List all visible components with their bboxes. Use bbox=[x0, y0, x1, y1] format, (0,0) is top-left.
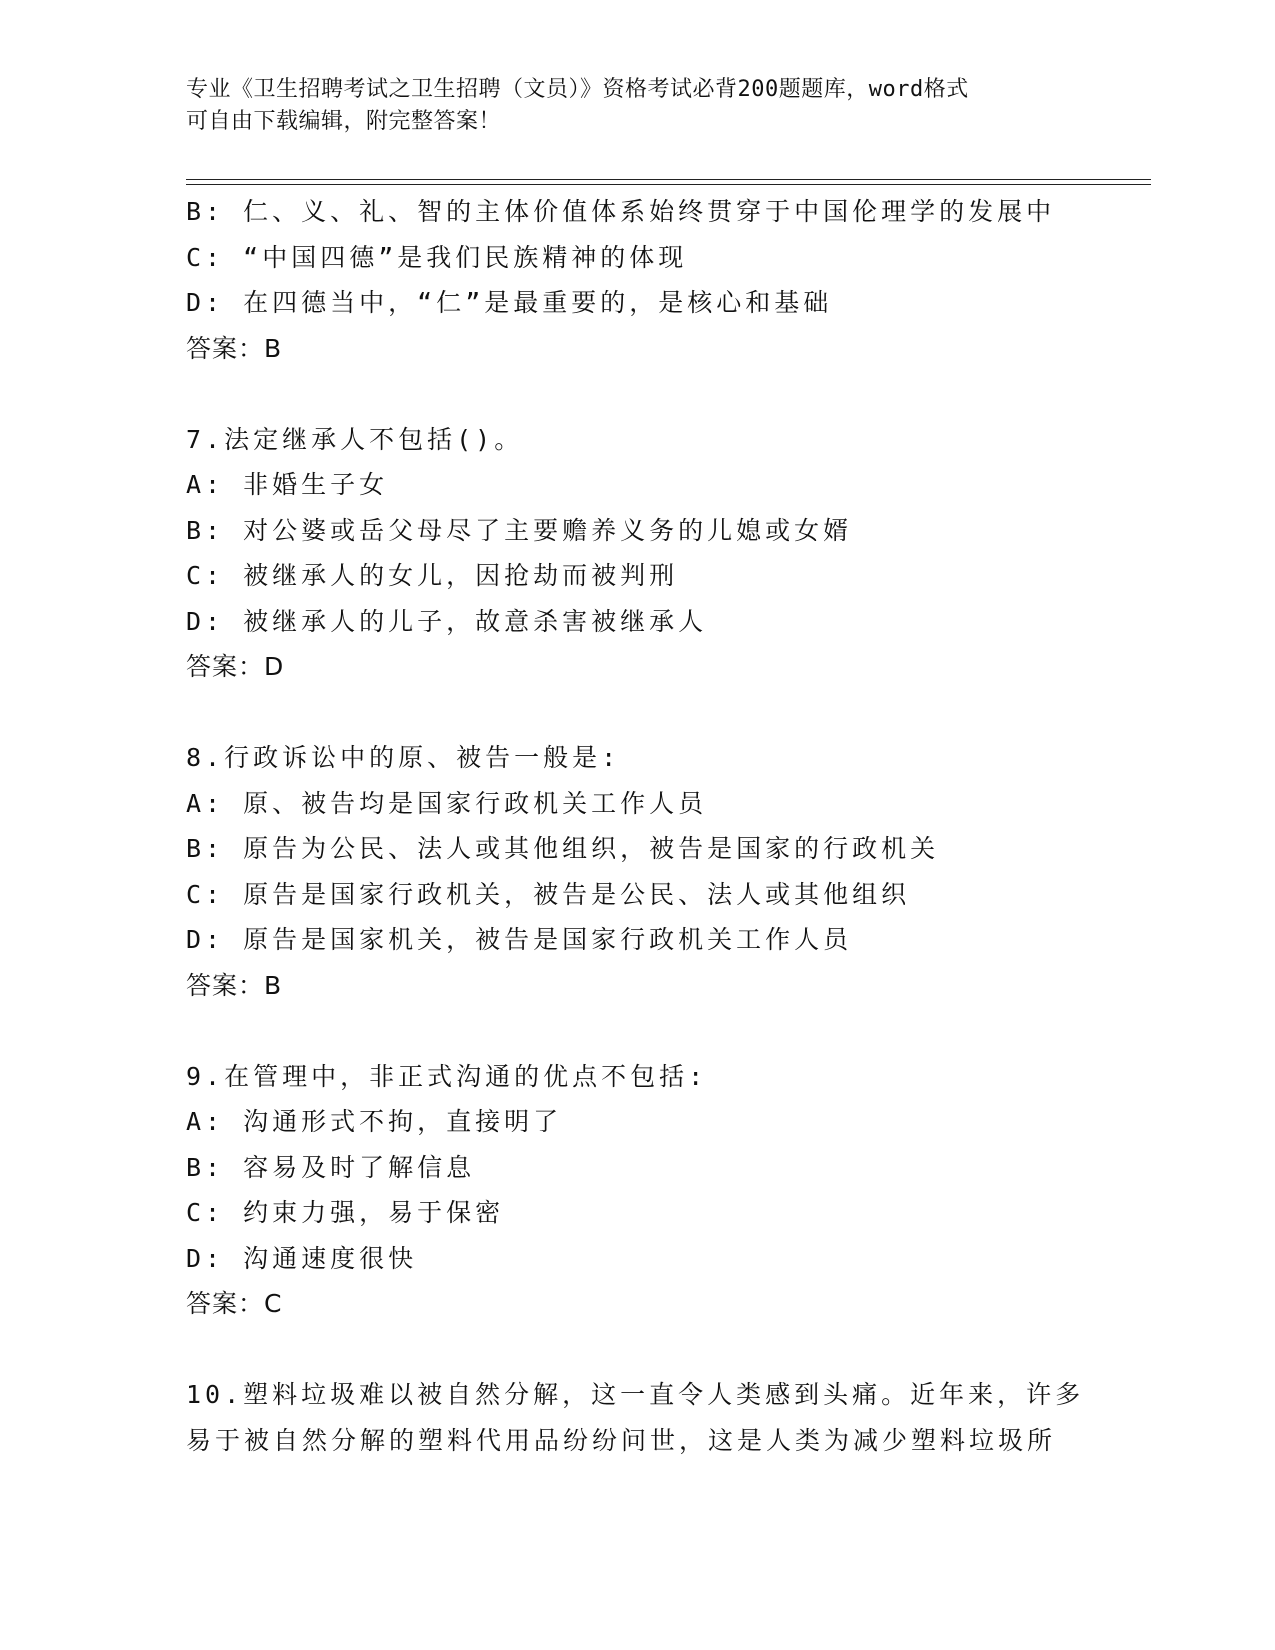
question-stem-line-2: 易于被自然分解的塑料代用品纷纷问世，这是人类为减少塑料垃圾所 bbox=[186, 1425, 1057, 1455]
option-c: C: 被继承人的女儿，因抢劫而被判刑 bbox=[186, 561, 679, 590]
question-6 bbox=[186, 189, 1146, 371]
question-9 bbox=[186, 1054, 1146, 1327]
question-7 bbox=[186, 417, 1146, 690]
option-c: C: 约束力强，易于保密 bbox=[186, 1198, 505, 1227]
option-b: B: 对公婆或岳父母尽了主要赡养义务的儿媳或女婿 bbox=[186, 515, 853, 545]
option-b: B: 容易及时了解信息 bbox=[186, 1152, 476, 1182]
header-divider-bottom bbox=[186, 184, 1151, 185]
header-title-line-1: 专业《卫生招聘考试之卫生招聘（文员）》资格考试必背200题题库，word格式 bbox=[186, 77, 969, 102]
answer: 答案：B bbox=[186, 970, 283, 1000]
spacer bbox=[186, 690, 1146, 736]
question-stem-line-1: 10.塑料垃圾难以被自然分解，这一直令人类感到头痛。近年来，许多 bbox=[186, 1380, 1085, 1409]
spacer bbox=[186, 1008, 1146, 1054]
option-c: C: “中国四德”是我们民族精神的体现 bbox=[186, 242, 688, 272]
answer: 答案：C bbox=[186, 1289, 283, 1318]
option-b: B: 仁、义、礼、智的主体价值体系始终贯穿于中国伦理学的发展中 bbox=[186, 197, 1056, 226]
option-a: A: 沟通形式不拘，直接明了 bbox=[186, 1107, 563, 1136]
question-stem: 7.法定继承人不包括()。 bbox=[186, 424, 524, 454]
option-d: D: 原告是国家机关，被告是国家行政机关工作人员 bbox=[186, 925, 853, 954]
option-d: D: 沟通速度很快 bbox=[186, 1243, 418, 1273]
document-header bbox=[186, 74, 1086, 138]
spacer bbox=[186, 1327, 1146, 1373]
header-divider-top bbox=[186, 179, 1151, 180]
option-d: D: 在四德当中，“仁”是最重要的，是核心和基础 bbox=[186, 288, 833, 317]
question-list bbox=[186, 189, 1146, 1463]
option-b: B: 原告为公民、法人或其他组织，被告是国家的行政机关 bbox=[186, 834, 940, 863]
answer: 答案：B bbox=[186, 333, 283, 363]
option-d: D: 被继承人的儿子，故意杀害被继承人 bbox=[186, 606, 708, 636]
answer: 答案：D bbox=[186, 652, 285, 681]
question-stem: 8.行政诉讼中的原、被告一般是: bbox=[186, 743, 621, 772]
header-title-line-2: 可自由下载编辑，附完整答案！ bbox=[186, 109, 502, 134]
option-a: A: 非婚生子女 bbox=[186, 470, 389, 499]
question-stem: 9.在管理中，非正式沟通的优点不包括: bbox=[186, 1061, 708, 1091]
option-c: C: 原告是国家行政机关，被告是公民、法人或其他组织 bbox=[186, 879, 911, 909]
spacer bbox=[186, 371, 1146, 417]
question-8 bbox=[186, 735, 1146, 1008]
option-a: A: 原、被告均是国家行政机关工作人员 bbox=[186, 788, 708, 818]
question-10 bbox=[186, 1372, 1146, 1463]
